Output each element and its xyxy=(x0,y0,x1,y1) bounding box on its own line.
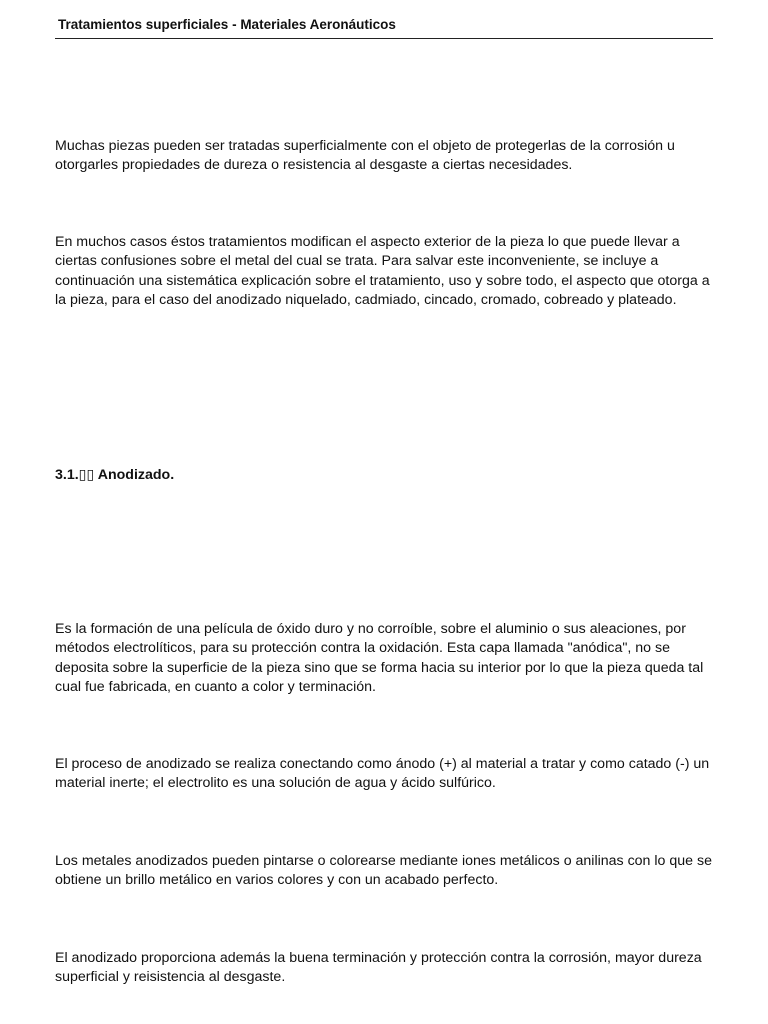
intro-paragraph: Muchas piezas pueden ser tratadas superficialmente con el objeto de protegerlas de la corrosión u otorgarles propiedades de dureza o resistencia al desgaste a ciertas necesidades. xyxy=(55,138,675,174)
process-paragraph: El proceso de anodizado se realiza conectando como ánodo (+) al material a tratar y como catado (-) un material inerte; el electrolito es una solución de agua y ácido sulfúrico. xyxy=(55,756,710,792)
benefits-paragraph: El anodizado proporciona además la buena terminación y protección contra la corrosión, mayor dureza superficial y reisistencia al desgaste. xyxy=(55,950,702,986)
document-title: Tratamientos superficiales - Materiales Aeronáuticos xyxy=(58,17,396,32)
context-paragraph: En muchos casos éstos tratamientos modifican el aspecto exterior de la pieza lo que puede llevar a ciertas confusiones sobre el metal del cual se trata. Para salvar este inconveniente, se incluye a continuación una sistemática explicación sobre el tratamiento, uso y sobre todo, el aspecto que otorga a la pieza, para el caso del anodizado niquelado, cadmiado, cincado, cromado, cobreado y plateado. xyxy=(55,234,710,309)
definition-paragraph: Es la formación de una película de óxido duro y no corroíble, sobre el aluminio o sus aleaciones, por métodos electrolíticos, para su protección contra la oxidación. Esta capa llamada "anódica", no se deposita sobre la superficie de la pieza sino que se forma hacia su interior por lo que la pieza queda tal cual fue fabricada, en cuanto a color y terminación. xyxy=(55,621,704,696)
coloring-paragraph: Los metales anodizados pueden pintarse o colorearse mediante iones metálicos o anilinas con lo que se obtiene un brillo metálico en varios colores y con un acabado perfecto. xyxy=(55,853,712,889)
page-header xyxy=(55,16,713,39)
section-heading-anodizado: 3.1.▯▯ Anodizado. xyxy=(55,467,175,483)
